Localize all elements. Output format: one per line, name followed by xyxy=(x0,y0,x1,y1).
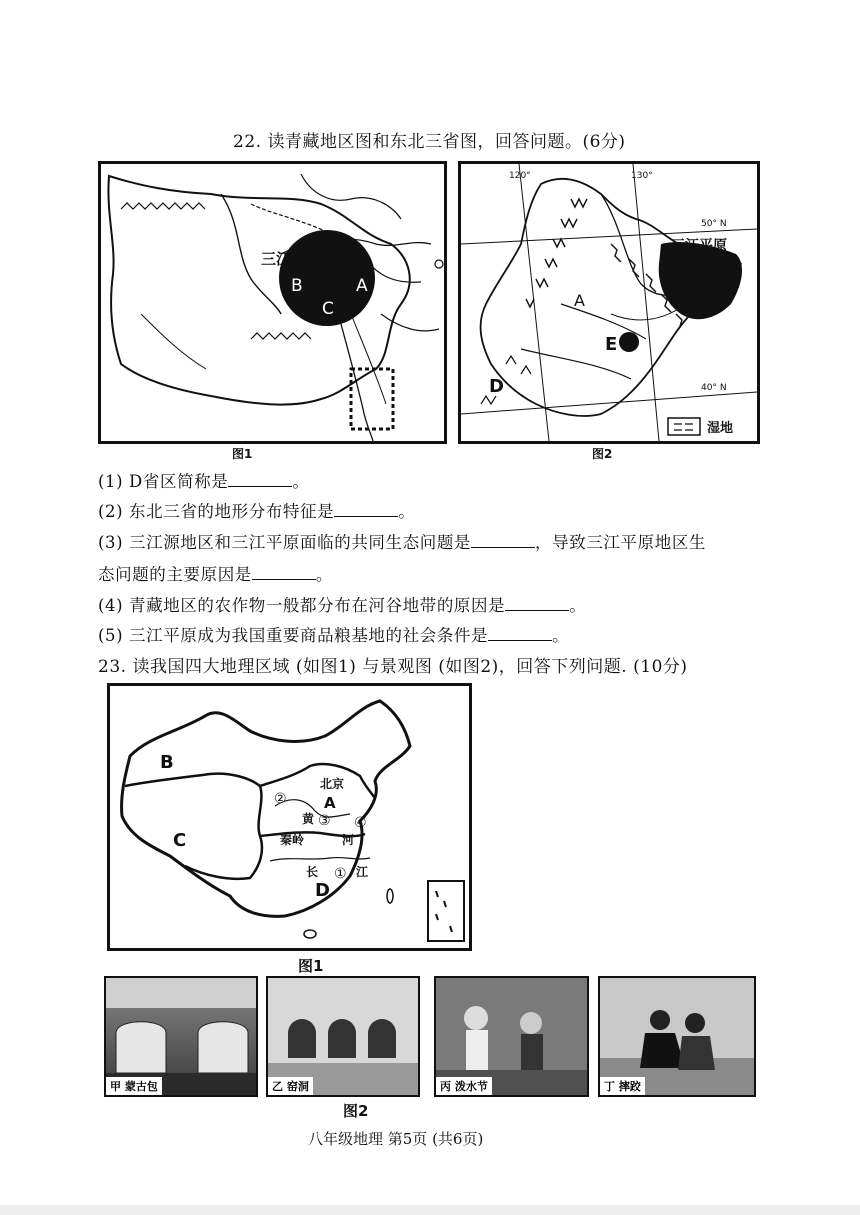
label-c: C xyxy=(322,299,334,319)
q22-1 xyxy=(98,468,309,492)
q22-4-text: (4) 青藏地区的农作物一般都分布在河谷地带的原因是 xyxy=(98,596,506,615)
label-d: D xyxy=(489,376,504,397)
q23-title: 23. 读我国四大地理区域 (如图1) 与景观图 (如图2)，回答下列问题. (10分) xyxy=(98,657,688,677)
answer-blank-q22-2[interactable] xyxy=(334,502,398,517)
label-n1: ① xyxy=(334,866,347,882)
label-lat50: 50° N xyxy=(701,219,727,229)
label-chang: 长 xyxy=(306,865,319,879)
photo-cave-label: 乙 窑洞 xyxy=(268,1077,313,1095)
page-footer: 八年级地理 第5页 (共6页) xyxy=(308,1130,484,1148)
q22-map-tibet xyxy=(98,161,447,444)
label-qinling: 秦岭 xyxy=(280,833,305,847)
label-c-region: C xyxy=(173,830,187,851)
photo-wrestling xyxy=(598,976,756,1097)
q22-3-mid: ，导致三江平原地区生 xyxy=(535,533,707,552)
q22-2 xyxy=(98,498,415,522)
label-b-region: B xyxy=(160,752,174,773)
label-sanjiang: 三江 xyxy=(261,250,292,268)
tibet-map-svg xyxy=(101,164,444,441)
page-bottom-edge xyxy=(0,1205,860,1215)
wetland-e-dot xyxy=(619,332,639,352)
photo-cave-dwelling xyxy=(266,976,420,1097)
q22-2-end: 。 xyxy=(398,502,416,521)
label-d-region: D xyxy=(315,880,330,901)
label-lat40: 40° N xyxy=(701,383,727,393)
label-a: A xyxy=(356,276,368,296)
q22-1-text: (1) D省区简称是 xyxy=(98,472,229,491)
q23-fig2-caption: 图2 xyxy=(343,1102,369,1120)
q22-fig2-caption: 图2 xyxy=(592,447,613,461)
q23-fig1-caption: 图1 xyxy=(298,957,324,975)
label-jiang: 江 xyxy=(356,865,369,879)
q22-fig1-caption: 图1 xyxy=(232,447,253,461)
q22-5-end: 。 xyxy=(552,626,570,645)
answer-blank-q22-4[interactable] xyxy=(505,596,569,611)
q22-3-line2-text: 态问题的主要原因是 xyxy=(98,565,252,584)
answer-blank-q22-1[interactable] xyxy=(228,472,292,487)
photo-water-festival xyxy=(434,976,589,1097)
label-lon130: 130° xyxy=(631,171,653,181)
q22-2-text: (2) 东北三省的地形分布特征是 xyxy=(98,502,335,521)
photo-yurt xyxy=(104,976,258,1097)
q22-3-line2 xyxy=(98,561,333,585)
china-map-svg xyxy=(110,686,469,948)
label-he: 河 xyxy=(342,833,355,847)
photo-yurt-label: 甲 蒙古包 xyxy=(106,1077,162,1095)
legend-wetland-label: 湿地 xyxy=(707,421,734,436)
label-huang: 黄 xyxy=(302,812,315,826)
label-beijing: 北京 xyxy=(320,777,345,791)
q22-map-northeast xyxy=(458,161,760,444)
label-e: E xyxy=(605,334,618,355)
q22-4-end: 。 xyxy=(569,596,587,615)
q22-3 xyxy=(98,529,706,553)
photo-wrestling-label: 丁 摔跤 xyxy=(600,1077,645,1095)
answer-blank-q22-3b[interactable] xyxy=(252,565,316,580)
label-lon120: 120° xyxy=(509,171,531,181)
answer-blank-q22-5[interactable] xyxy=(488,626,552,641)
answer-blank-q22-3a[interactable] xyxy=(471,533,535,548)
label-b: B xyxy=(291,276,303,296)
photo-water-label: 丙 泼水节 xyxy=(436,1077,492,1095)
q22-1-end: 。 xyxy=(292,472,310,491)
label-a2: A xyxy=(574,291,585,310)
q22-5 xyxy=(98,622,569,646)
wetland-legend-symbol xyxy=(668,418,700,435)
q23-china-map xyxy=(107,683,472,951)
label-n2: ② xyxy=(274,791,287,807)
q22-title: 22. 读青藏地区图和东北三省图，回答问题。(6分) xyxy=(233,132,626,152)
label-plain: 三江平原 xyxy=(671,238,727,254)
label-n4: ④ xyxy=(354,815,367,831)
northeast-map-svg xyxy=(461,164,757,441)
label-n3: ③ xyxy=(318,813,331,829)
q22-3-text: (3) 三江源地区和三江平原面临的共同生态问题是 xyxy=(98,533,472,552)
q22-5-text: (5) 三江平原成为我国重要商品粮基地的社会条件是 xyxy=(98,626,489,645)
q22-4 xyxy=(98,592,586,616)
q22-3-end: 。 xyxy=(315,565,334,584)
label-a-region: A xyxy=(324,794,336,812)
